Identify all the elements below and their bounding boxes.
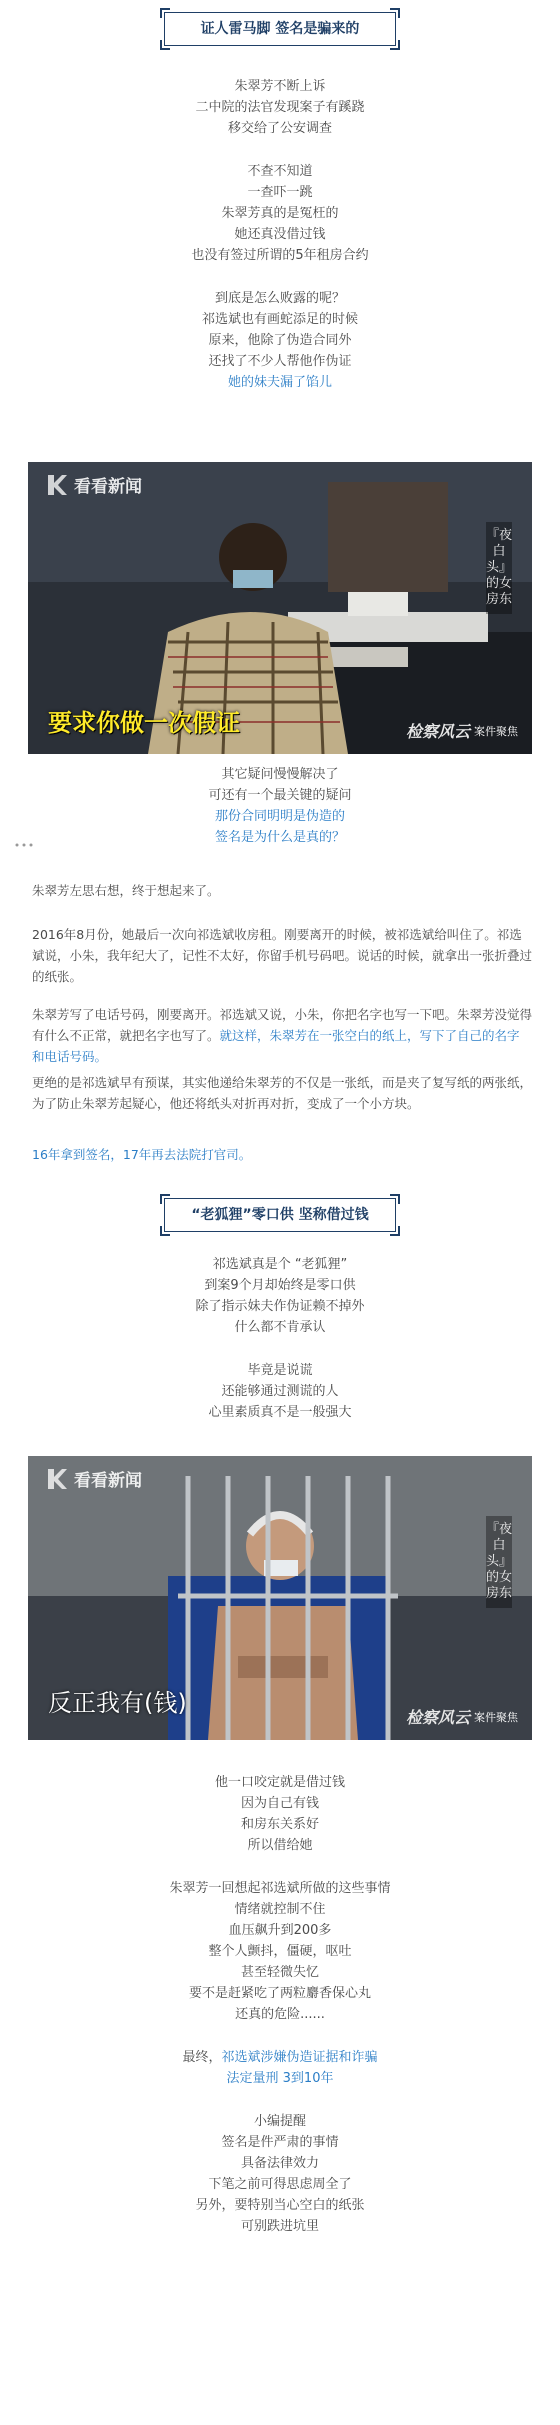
verse-block-4 (0, 1772, 560, 2237)
verse-line: 祁选斌真是个 “老狐狸” (212, 1257, 348, 1272)
verse-line: 一查吓一跳 (247, 185, 313, 200)
verse-line: 毕竟是说谎 (247, 1363, 313, 1378)
verse-line: 可别跌进坑里 (240, 2219, 319, 2234)
verse-line: 他一口咬定就是借过钱 (214, 1775, 345, 1790)
verse-line: 祁选斌也有画蛇添足的时候 (201, 312, 358, 327)
verse-line: 还真的危险...... (235, 2007, 325, 2022)
verse-line: 原来，他除了伪造合同外 (208, 333, 352, 348)
section-heading-2-text: “老狐狸”零口供 坚称借过钱 (191, 1207, 369, 1223)
section-heading-1-text: 证人雷马脚 签名是骗来的 (200, 21, 360, 37)
verse-line: 整个人颤抖，僵硬，呕吐 (208, 1944, 352, 1959)
dotted-divider (14, 842, 74, 848)
section-heading-2 (164, 1198, 396, 1232)
verse-block-2 (0, 764, 560, 848)
verse-line: 也没有签过所谓的5年租房合约 (191, 248, 369, 263)
program-brand (406, 1705, 518, 1728)
paragraph: 更绝的是祁选斌早有预谋，其实他递给朱翠芳的不仅是一张纸，而是夹了复写纸的两张纸，为了防止朱翠芳起疑心，他还将纸头对折再对折，变成了一个小方块。 (32, 1075, 533, 1111)
verse-block-3 (0, 1254, 560, 1423)
paragraph (32, 1144, 532, 1165)
verse-line: 移交给了公安调查 (227, 121, 332, 136)
verse-line: 血压飙升到200多 (228, 1923, 332, 1938)
verse-line: 情绪就控制不住 (234, 1902, 326, 1917)
verse-line: 小编提醒 (253, 2114, 306, 2129)
verse-line: 除了指示妹夫作伪证赖不掉外 (195, 1299, 365, 1314)
paragraph: 2016年8月份，她最后一次向祁选斌收房租。刚要离开的时候，被祁选斌给叫住了。祁选斌说，小朱，我年纪大了，记性不太好，你留手机号码吧。说话的时候，就拿出一张折叠过的纸张。 (32, 927, 533, 984)
verse-line: 具备法律效力 (240, 2156, 319, 2171)
verse-block-1 (0, 76, 560, 393)
final-prefix: 最终， (182, 2050, 222, 2065)
paragraph-highlight: 16年拿到签名，17年再去法院打官司。 (32, 1147, 252, 1162)
verse-line: 因为自己有钱 (240, 1796, 319, 1811)
final-verdict-highlight: 祁选斌涉嫌伪造证据和诈骗 (221, 2050, 378, 2065)
video-still-2 (28, 1456, 532, 1740)
verse-line-highlight: 法定量刑 3到10年 (226, 2071, 334, 2086)
verse-line-highlight: 那份合同明明是伪造的 (214, 809, 345, 824)
verse-line: 朱翠芳不断上诉 (234, 79, 326, 94)
verse-line: 另外，要特别当心空白的纸张 (195, 2198, 365, 2213)
verse-line: 二中院的法官发现案子有蹊跷 (195, 100, 365, 115)
verse-line: 心里素质真不是一般强大 (208, 1405, 352, 1420)
verse-line: 签名是件严肃的事情 (221, 2135, 339, 2150)
verse-line: 什么都不肯承认 (234, 1320, 326, 1335)
paragraph: 朱翠芳左思右想，终于想起来了。 (32, 883, 220, 898)
paragraph-text: 朱翠芳写了电话号码，刚要离开。祁选斌又说，小朱，你把名字也写一下吧。朱翠芳没觉得有什么不正常，就把名字也写了。 (32, 1007, 533, 1043)
video-subtitle: 反正我有(钱) (48, 1689, 187, 1717)
watermark-text: 看看新闻 (74, 1471, 142, 1491)
verse-line: 朱翠芳一回想起祁选斌所做的这些事情 (169, 1881, 391, 1896)
paragraph-highlight: 就这样，朱翠芳在一张空白的纸上，写下了自己的名字和电话号码。 (32, 1028, 520, 1064)
verse-line: 还能够通过测谎的人 (221, 1384, 339, 1399)
brand-sub-text: 案件聚焦 (474, 1710, 518, 1724)
verse-line: 朱翠芳真的是冤枉的 (221, 206, 339, 221)
video-subtitle: 要求你做一次假证 (48, 709, 240, 737)
paragraph (32, 1004, 532, 1067)
video-still-1 (28, 462, 532, 754)
vertical-program-title: 『夜白头』的女房东 (486, 522, 512, 614)
section-heading-1 (164, 12, 396, 46)
k-logo-icon (46, 473, 68, 497)
brand-sub-text: 案件聚焦 (474, 724, 518, 738)
k-logo-icon (46, 1467, 68, 1491)
verse-line: 可还有一个最关键的疑问 (208, 788, 352, 803)
news-watermark (46, 472, 142, 497)
verse-line: 下笔之前可得思虑周全了 (208, 2177, 352, 2192)
verse-line-highlight: 签名是为什么是真的？ (214, 830, 345, 845)
brand-logo-text: 检察风云 (405, 722, 470, 741)
verse-line: 甚至轻微失忆 (240, 1965, 319, 1980)
program-brand (406, 719, 518, 742)
vertical-program-title: 『夜白头』的女房东 (486, 1516, 512, 1608)
news-watermark (46, 1466, 142, 1491)
verse-line: 还找了不少人帮他作伪证 (208, 354, 352, 369)
watermark-text: 看看新闻 (74, 477, 142, 497)
verse-line-final (0, 2047, 560, 2068)
verse-line-highlight: 她的妹夫漏了馅儿 (227, 375, 332, 390)
verse-line: 要不是赶紧吃了两粒麝香保心丸 (188, 1986, 371, 2001)
verse-line: 到案9个月却始终是零口供 (204, 1278, 356, 1293)
verse-line: 到底是怎么败露的呢？ (214, 291, 345, 306)
verse-line: 所以借给她 (247, 1838, 313, 1853)
brand-logo-text: 检察风云 (405, 1708, 470, 1727)
verse-line: 其它疑问慢慢解决了 (221, 767, 339, 782)
verse-line: 她还真没借过钱 (234, 227, 326, 242)
verse-line: 和房东关系好 (240, 1817, 319, 1832)
verse-line: 不查不知道 (247, 164, 313, 179)
